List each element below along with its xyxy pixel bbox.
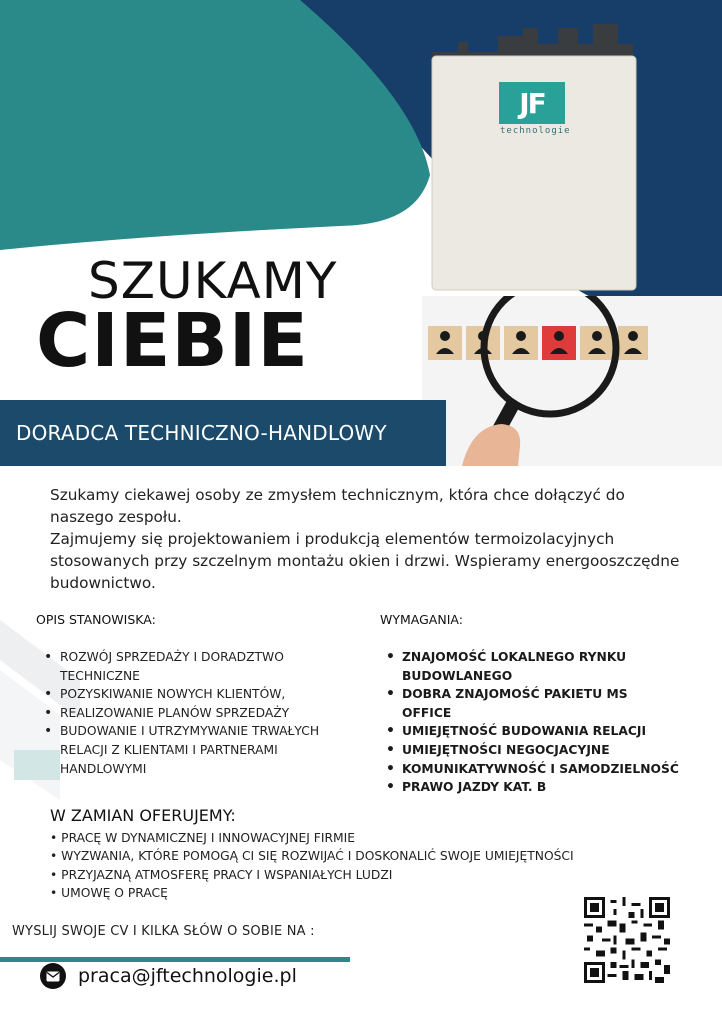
divider-line — [0, 957, 350, 962]
description-item: • ROZWÓJ SPRZEDAŻY I DORADZTWO TECHNICZNE — [38, 648, 338, 685]
offer-item: • PRACĘ W DYNAMICZNEJ I INNOWACYJNEJ FIRMIE — [50, 829, 574, 847]
position-title: DORADCA TECHNICZNO-HANDLOWY — [16, 421, 387, 445]
qr-code-icon[interactable] — [584, 897, 670, 983]
intro-paragraph-1: Szukamy ciekawej osoby ze zmysłem technicznym, która chce dołączyć do naszego zespołu. — [50, 486, 625, 526]
intro-paragraph-2: Zajmujemy się projektowaniem i produkcją elementów termoizolacyjnych stosowanych przy szczelnym montażu okien i drzwi. Wspieramy energooszczędne budownictwo. — [50, 530, 680, 592]
requirement-item: • UMIEJĘTNOŚCI NEGOCJACYJNE — [380, 741, 680, 760]
requirement-item: • PRAWO JAZDY KAT. B — [380, 778, 680, 797]
requirement-item: • UMIEJĘTNOŚĆ BUDOWANIA RELACJI — [380, 722, 680, 741]
magnifier-image — [422, 296, 722, 466]
cta-text: WYSLIJ SWOJE CV I KILKA SŁÓW O SOBIE NA : — [12, 924, 315, 939]
description-list — [38, 648, 338, 778]
offer-item: • PRZYJAZNĄ ATMOSFERĘ PRACY I WSPANIAŁYCH LUDZI — [50, 866, 574, 884]
headline-line2: CIEBIE — [36, 298, 309, 384]
headline-line1: SZUKAMY — [88, 252, 338, 310]
product-image — [428, 22, 640, 294]
description-heading: OPIS STANOWISKA: — [36, 612, 156, 627]
requirement-item: • ZNAJOMOŚĆ LOKALNEGO RYNKU BUDOWLANEGO — [380, 648, 680, 685]
offer-heading: W ZAMIAN OFERUJEMY: — [50, 806, 236, 825]
requirement-item: • KOMUNIKATYWNOŚĆ I SAMODZIELNOŚĆ — [380, 760, 680, 779]
description-item: • BUDOWANIE I UTRZYMYWANIE TRWAŁYCH RELACJI Z KLIENTAMI I PARTNERAMI HANDLOWYMI — [38, 722, 338, 778]
requirements-heading: WYMAGANIA: — [380, 612, 463, 627]
requirement-item: • DOBRA ZNAJOMOŚĆ PAKIETU MS OFFICE — [380, 685, 680, 722]
requirements-list — [380, 648, 680, 797]
offer-item: • WYZWANIA, KTÓRE POMOGĄ CI SIĘ ROZWIJAĆ I DOSKONALIĆ SWOJE UMIEJĘTNOŚCI — [50, 847, 574, 865]
logo-mark: JF — [519, 86, 545, 120]
company-logo — [499, 82, 565, 124]
mail-icon — [40, 963, 66, 989]
position-banner — [0, 400, 446, 466]
email-link[interactable]: praca@jftechnologie.pl — [78, 965, 297, 987]
offer-item: • UMOWĘ O PRACĘ — [50, 884, 574, 902]
description-item: • REALIZOWANIE PLANÓW SPRZEDAŻY — [38, 704, 338, 723]
logo-subtitle: technologie — [500, 126, 571, 136]
offer-list — [50, 829, 574, 902]
description-item: • POZYSKIWANIE NOWYCH KLIENTÓW, — [38, 685, 338, 704]
email-row[interactable] — [40, 963, 297, 989]
intro-text — [50, 484, 690, 594]
